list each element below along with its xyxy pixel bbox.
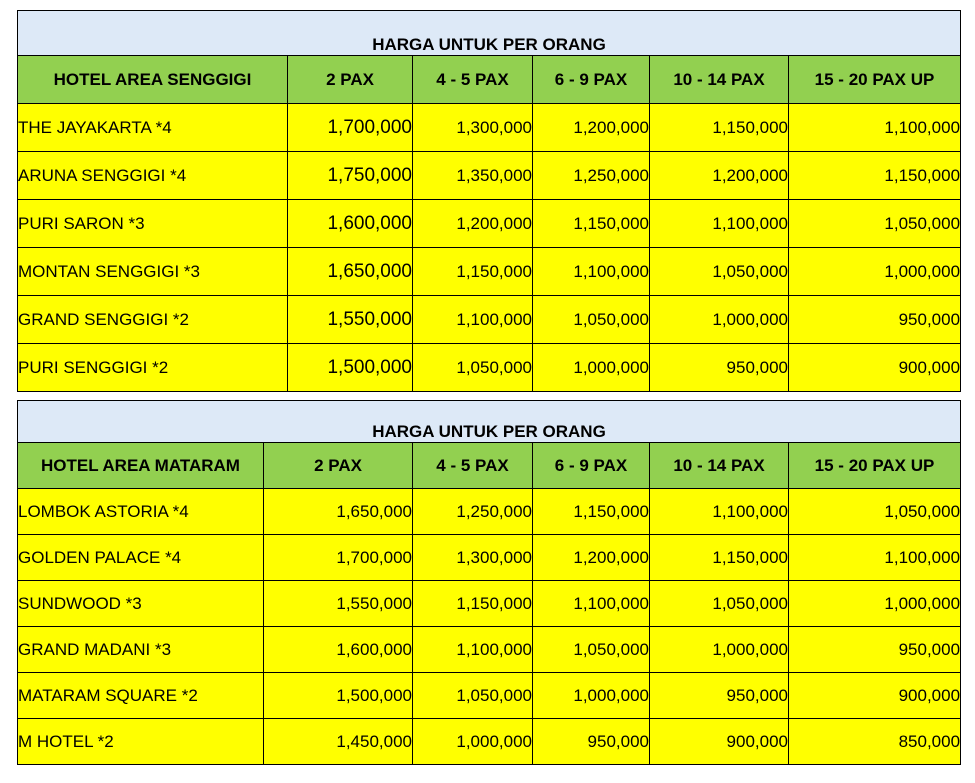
price-cell: 1,300,000 (413, 104, 533, 152)
table-row (18, 200, 961, 248)
table-row (18, 489, 961, 535)
price-cell: 1,000,000 (789, 248, 961, 296)
price-cell: 1,200,000 (533, 104, 650, 152)
table-row (18, 719, 961, 765)
price-cell: 1,250,000 (413, 489, 533, 535)
price-cell: 1,700,000 (288, 104, 413, 152)
price-cell: 1,550,000 (264, 581, 413, 627)
hotel-name: GOLDEN PALACE *4 (18, 535, 264, 581)
table-row (18, 296, 961, 344)
price-cell: 1,100,000 (789, 104, 961, 152)
table-row (18, 581, 961, 627)
price-cell: 1,050,000 (533, 627, 650, 673)
column-header-4-5-pax: 4 - 5 PAX (413, 56, 533, 104)
price-cell: 900,000 (789, 344, 961, 392)
hotel-name: PURI SENGGIGI *2 (18, 344, 288, 392)
column-header-6-9-pax: 6 - 9 PAX (533, 56, 650, 104)
hotel-name: ARUNA SENGGIGI *4 (18, 152, 288, 200)
price-cell: 1,100,000 (413, 627, 533, 673)
hotel-name: THE JAYAKARTA *4 (18, 104, 288, 152)
table-row (18, 627, 961, 673)
price-cell: 950,000 (789, 296, 961, 344)
price-cell: 1,700,000 (264, 535, 413, 581)
price-cell: 1,150,000 (533, 200, 650, 248)
price-cell: 1,050,000 (413, 344, 533, 392)
price-cell: 1,050,000 (789, 489, 961, 535)
price-cell: 1,050,000 (650, 248, 789, 296)
table-row (18, 248, 961, 296)
price-cell: 1,650,000 (264, 489, 413, 535)
price-cell: 1,050,000 (533, 296, 650, 344)
price-cell: 950,000 (533, 719, 650, 765)
hotel-name: GRAND SENGGIGI *2 (18, 296, 288, 344)
price-cell: 900,000 (650, 719, 789, 765)
hotel-name: MONTAN SENGGIGI *3 (18, 248, 288, 296)
column-header-hotel: HOTEL AREA MATARAM (18, 443, 264, 489)
price-cell: 1,450,000 (264, 719, 413, 765)
price-cell: 1,000,000 (413, 719, 533, 765)
table-row (18, 104, 961, 152)
price-cell: 1,600,000 (288, 200, 413, 248)
hotel-name: LOMBOK ASTORIA *4 (18, 489, 264, 535)
price-cell: 1,100,000 (413, 296, 533, 344)
price-cell: 1,100,000 (533, 248, 650, 296)
price-cell: 1,050,000 (413, 673, 533, 719)
price-cell: 1,300,000 (413, 535, 533, 581)
price-cell: 950,000 (789, 627, 961, 673)
price-cell: 1,350,000 (413, 152, 533, 200)
price-cell: 1,550,000 (288, 296, 413, 344)
price-cell: 1,100,000 (650, 200, 789, 248)
price-cell: 1,050,000 (789, 200, 961, 248)
price-cell: 950,000 (650, 673, 789, 719)
price-cell: 1,200,000 (413, 200, 533, 248)
price-cell: 1,150,000 (413, 581, 533, 627)
price-cell: 1,150,000 (650, 535, 789, 581)
price-cell: 850,000 (789, 719, 961, 765)
table-row (18, 535, 961, 581)
hotel-name: M HOTEL *2 (18, 719, 264, 765)
price-cell: 1,150,000 (413, 248, 533, 296)
table-row (18, 344, 961, 392)
price-cell: 1,600,000 (264, 627, 413, 673)
column-header-2-pax: 2 PAX (264, 443, 413, 489)
price-cell: 1,100,000 (533, 581, 650, 627)
price-cell: 1,150,000 (533, 489, 650, 535)
column-header-15-20-pax-up: 15 - 20 PAX UP (789, 56, 961, 104)
column-header-6-9-pax: 6 - 9 PAX (533, 443, 650, 489)
price-cell: 1,000,000 (650, 627, 789, 673)
price-cell: 1,150,000 (650, 104, 789, 152)
hotel-name: GRAND MADANI *3 (18, 627, 264, 673)
price-table-senggigi (17, 10, 961, 392)
price-cell: 1,500,000 (288, 344, 413, 392)
price-cell: 1,000,000 (533, 344, 650, 392)
price-cell: 1,750,000 (288, 152, 413, 200)
price-cell: 1,000,000 (650, 296, 789, 344)
hotel-name: PURI SARON *3 (18, 200, 288, 248)
price-cell: 1,650,000 (288, 248, 413, 296)
column-header-hotel: HOTEL AREA SENGGIGI (18, 56, 288, 104)
table-row (18, 673, 961, 719)
hotel-name: MATARAM SQUARE *2 (18, 673, 264, 719)
price-cell: 1,050,000 (650, 581, 789, 627)
price-cell: 1,500,000 (264, 673, 413, 719)
table-row (18, 152, 961, 200)
price-cell: 1,150,000 (789, 152, 961, 200)
column-header-2-pax: 2 PAX (288, 56, 413, 104)
column-header-10-14-pax: 10 - 14 PAX (650, 56, 789, 104)
price-cell: 1,200,000 (650, 152, 789, 200)
section-title: HARGA UNTUK PER ORANG (18, 11, 961, 56)
price-cell: 1,100,000 (789, 535, 961, 581)
price-cell: 1,000,000 (533, 673, 650, 719)
price-cell: 950,000 (650, 344, 789, 392)
price-cell: 1,100,000 (650, 489, 789, 535)
price-cell: 1,000,000 (789, 581, 961, 627)
hotel-name: SUNDWOOD *3 (18, 581, 264, 627)
price-cell: 900,000 (789, 673, 961, 719)
price-table-mataram (17, 400, 961, 765)
price-cell: 1,200,000 (533, 535, 650, 581)
column-header-10-14-pax: 10 - 14 PAX (650, 443, 789, 489)
column-header-15-20-pax-up: 15 - 20 PAX UP (789, 443, 961, 489)
section-title: HARGA UNTUK PER ORANG (18, 401, 961, 443)
column-header-4-5-pax: 4 - 5 PAX (413, 443, 533, 489)
price-cell: 1,250,000 (533, 152, 650, 200)
